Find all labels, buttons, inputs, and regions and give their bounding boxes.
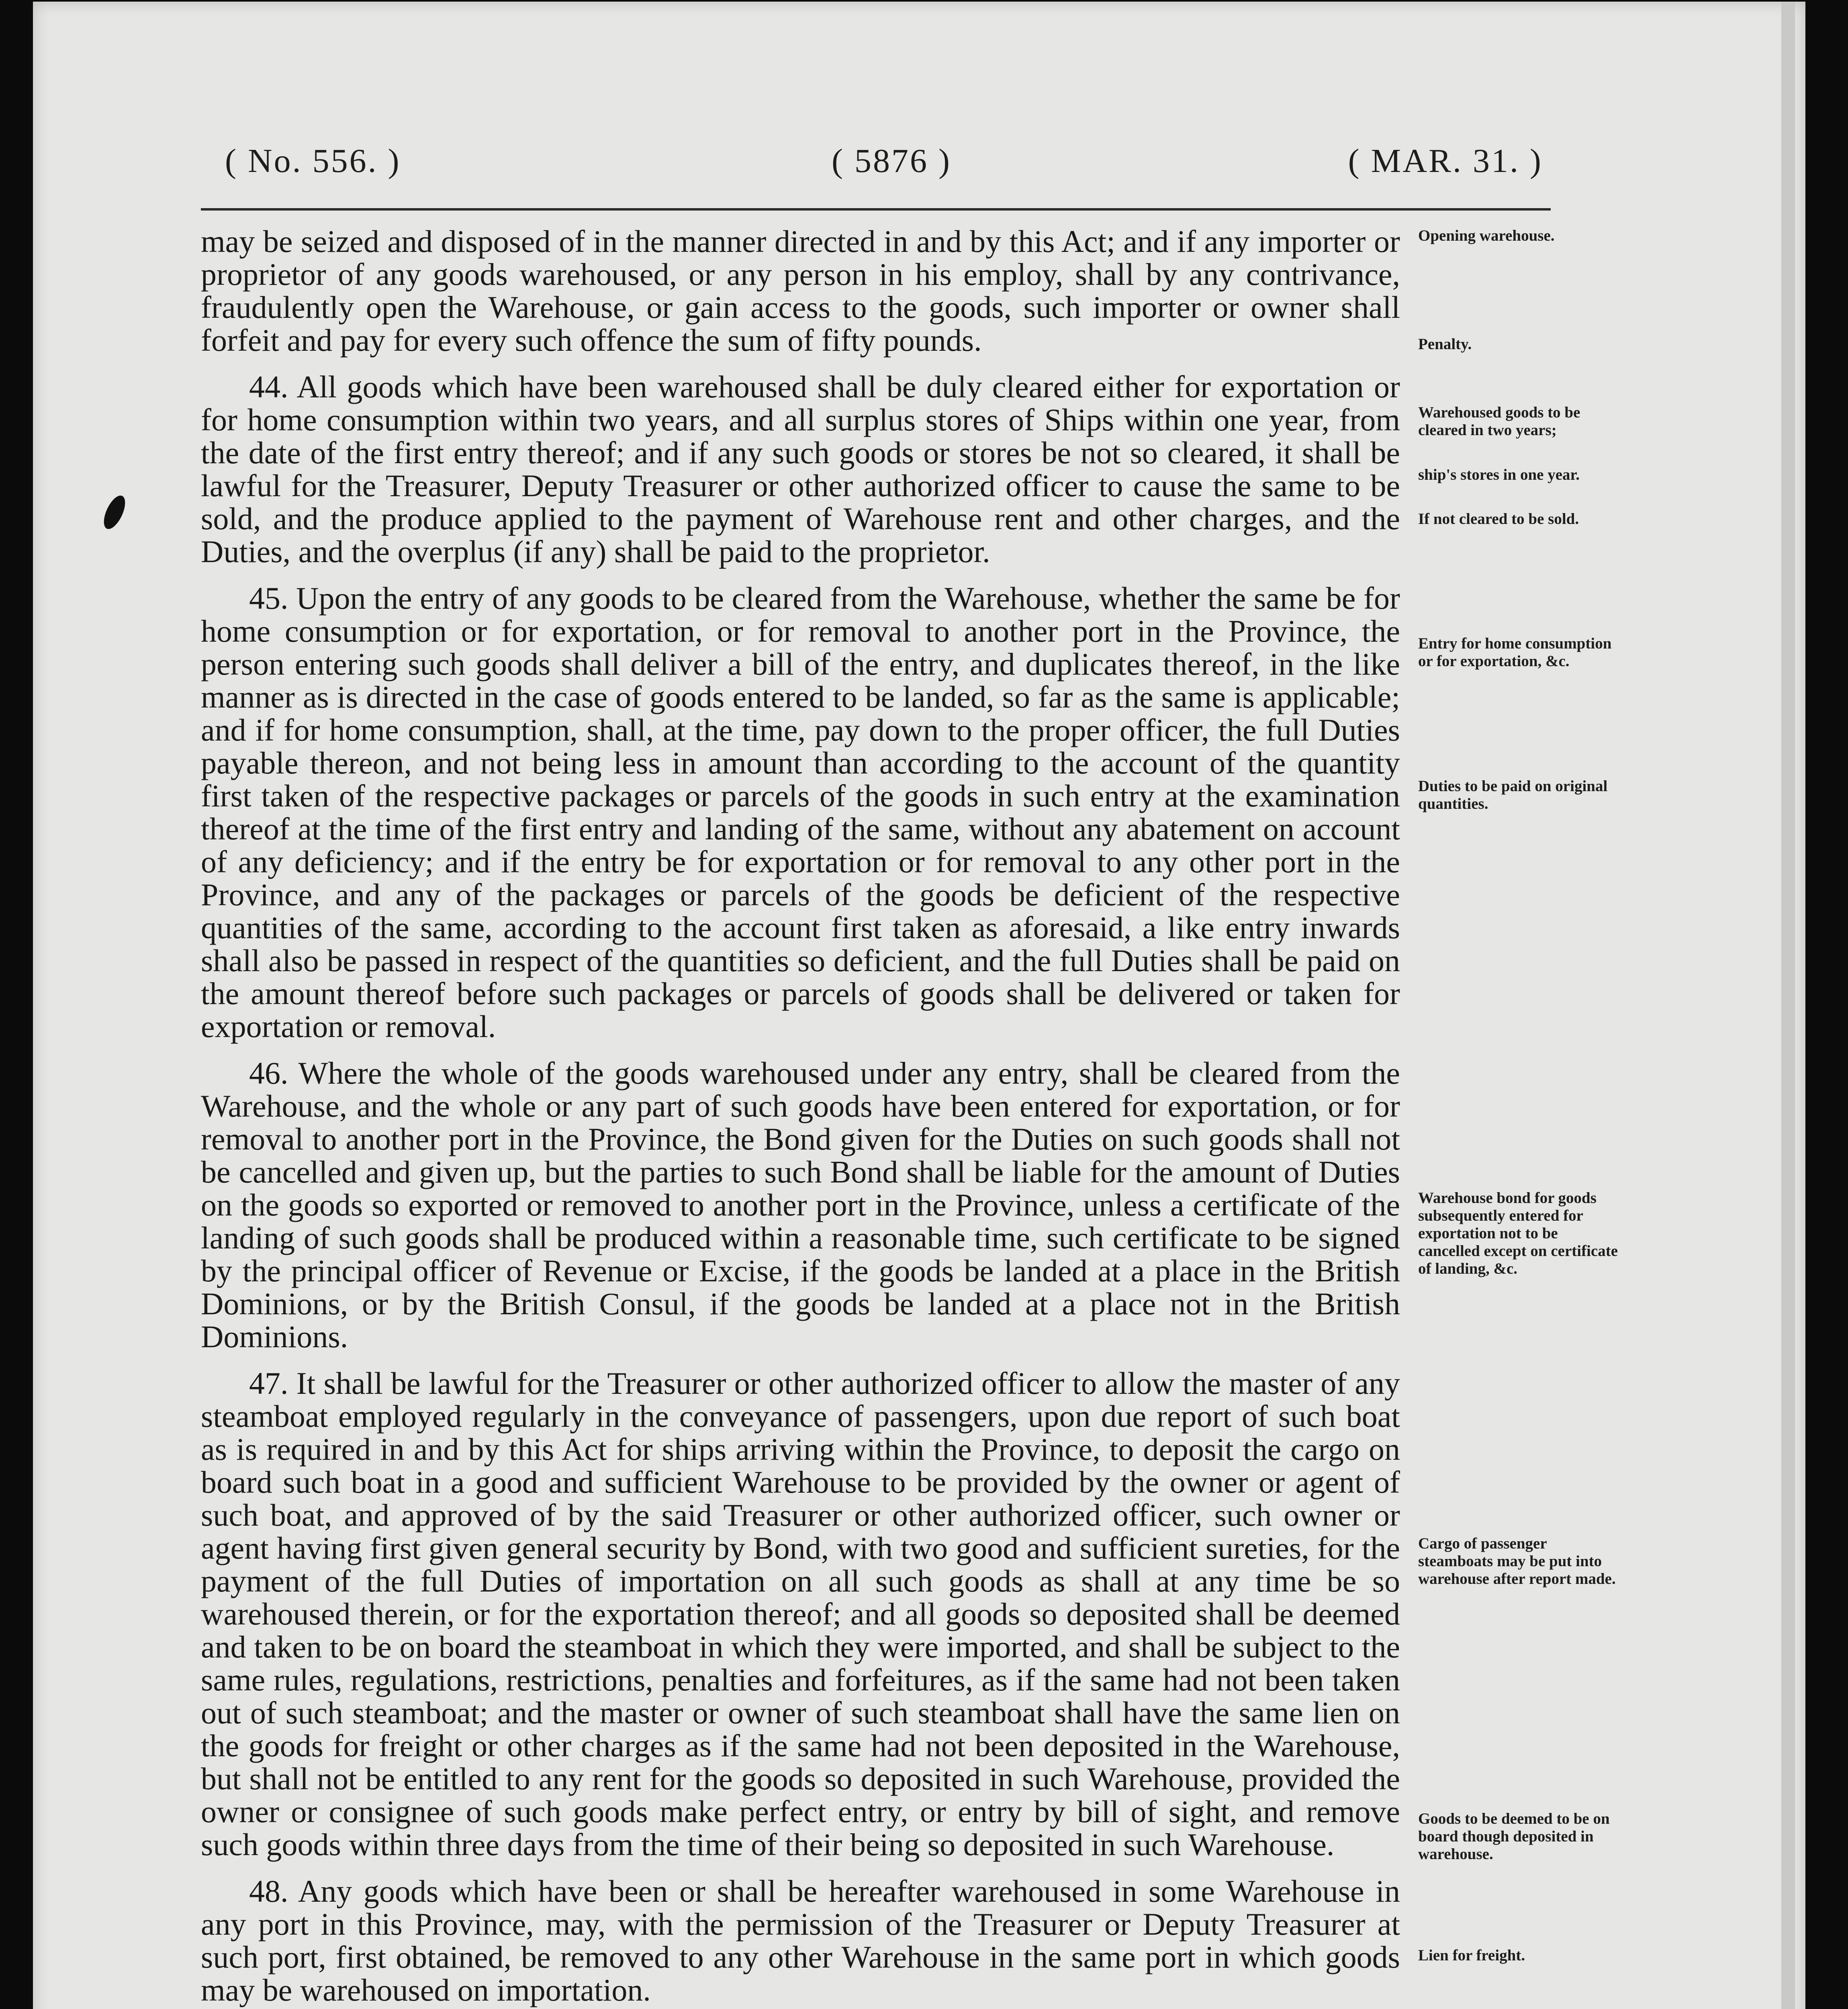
page-number: ( 5876 ) (832, 142, 951, 180)
margin-note-lien: Lien for freight. (1418, 1947, 1525, 1964)
page-header (209, 141, 1543, 202)
margin-note-warehoused-goods: Warehoused goods to be cleared in two years; (1418, 404, 1580, 439)
section-46: 46. Where the whole of the goods warehoused under any entry, shall be cleared from the Warehouse, and the whole or any part of such goods have been entered for exportation, or for removal to another port in the Province, the Bond given for the Duties on such goods shall not be cancelled and given up, but the parties to such Bond shall be liable for the amount of Duties on the goods so exported or removed to another port in the Province, unless a certificate of the landing of such goods shall be produced within a reasonable time, such certificate to be signed by the principal officer of Revenue or Excise, if the goods be landed at a place in the British Dominions, or by the British Consul, if the goods be landed at a place not in the British Dominions. (201, 1056, 1400, 1354)
header-date: ( MAR. 31. ) (1348, 142, 1543, 180)
page-edge (1781, 2, 1795, 2009)
margin-note-steamboat-cargo: Cargo of passenger steamboats may be put into warehouse after report made. (1418, 1535, 1616, 1588)
section-48: 48. Any goods which have been or shall be hereafter warehoused in some Warehouse in any port in this Province, may, with the permission of the Treasurer or Deputy Treasurer at such port, first obtained, be removed to any other Warehouse in the same port in which goods may be warehoused on importation. (201, 1874, 1400, 2007)
act-number: ( No. 556. ) (225, 142, 401, 180)
paragraph-continuation: may be seized and disposed of in the manner directed in and by this Act; and if any importer or proprietor of any goods warehoused, or any person in his employ, shall by any contrivance, fraudulently open the Warehouse, or gain access to the goods, such importer or owner shall forfeit and pay for every such offence the sum of fifty pounds. (201, 224, 1400, 358)
margin-note-ships-stores: ship's stores in one year. (1418, 466, 1580, 483)
margin-note-duties: Duties to be paid on original quantities. (1418, 777, 1608, 812)
margin-note-penalty: Penalty. (1418, 336, 1472, 353)
margin-note-entry: Entry for home consumption or for exportation, &c. (1418, 635, 1612, 670)
section-47: 47. It shall be lawful for the Treasurer or other authorized officer to allow the master of any steamboat employed regularly in the conveyance of passengers, upon due report of such boat as is required in and by this Act for ships arriving within the Province, to deposit the cargo on board such boat in a good and sufficient Warehouse to be provided by the owner or agent of such boat, and approved of by the said Treasurer or other authorized officer, such owner or agent having first given general security by Bond, with two good and sufficient sureties, for the payment of the full Duties of importation on all such goods as shall at any time be so warehoused therein, or for the exportation thereof; and all goods so deposited shall be deemed and taken to be on board the steamboat in which they were imported, and shall be subject to the same rules, regulations, restrictions, penalties and forfeitures, as if the same had not been taken out of such steamboat; and the master or owner of such steamboat shall have the same lien on the goods for freight or other charges as if the same had not been deposited in the Warehouse, but shall not be entitled to any rent for the goods so deposited in such Warehouse, provided the owner or consignee of such goods make perfect entry, or entry by bill of sight, and remove such goods within three days from the time of their being so deposited in such Warehouse. (201, 1366, 1400, 1862)
margin-note-deemed-on-board: Goods to be deemed to be on board though deposited in warehouse. (1418, 1810, 1610, 1863)
statute-text (201, 225, 1400, 2009)
margin-note-not-cleared: If not cleared to be sold. (1418, 510, 1579, 528)
section-44: 44. All goods which have been warehoused shall be duly cleared either for exportation or for home consumption within two years, and all surplus stores of Ships within one year, from the date of the first entry thereof; and if any such goods or stores be not so cleared, it shall be lawful for the Treasurer, Deputy Treasurer or other authorized officer to cause the same to be sold, and the produce applied to the payment of Warehouse rent and other charges, and the Duties, and the overplus (if any) shall be paid to the proprietor. (201, 369, 1400, 569)
header-rule (201, 208, 1551, 211)
margin-note-opening: Opening warehouse. (1418, 227, 1555, 244)
margin-note-warehouse-bond: Warehouse bond for goods subsequently entered for exportation not to be cancelled except on certificate of landing, &c. (1418, 1189, 1618, 1277)
section-45: 45. Upon the entry of any goods to be cleared from the Warehouse, whether the same be for home consumption or for exportation, or for removal to another port in the Province, the person entering such goods shall deliver a bill of the entry, and duplicates thereof, in the like manner as is directed in the case of goods entered to be landed, so far as the same is applicable; and if for home consumption, shall, at the time, pay down to the proper officer, the full Duties payable thereon, and not being less in amount than according to the account of the quantity first taken of the respective packages or parcels of the goods in such entry at the examination thereof at the time of the first entry and landing of the same, without any abatement on account of any deficiency; and if the entry be for exportation or for removal to any other port in the Province, and any of the packages or parcels of the goods be deficient of the respective quantities of the same, according to the account first taken as aforesaid, a like entry inwards shall also be passed in respect of the quantities so deficient, and the full Duties shall be paid on the amount thereof before such packages or parcels of goods shall be delivered or taken for exportation or removal. (201, 581, 1400, 1044)
